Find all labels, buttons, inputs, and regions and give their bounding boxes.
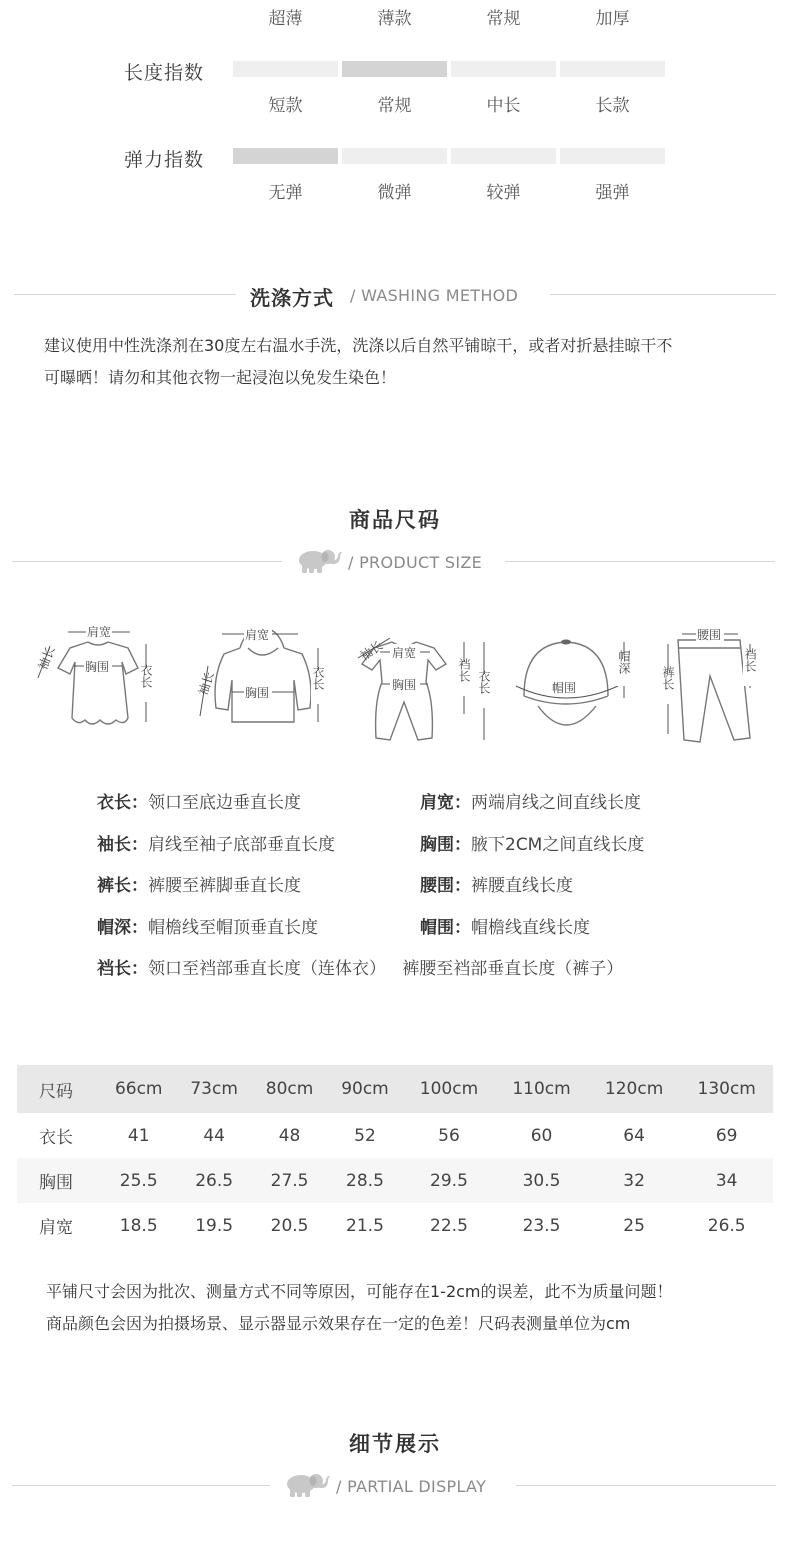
detail-title: 细节展示 — [349, 1432, 441, 1456]
definition-item: 衣长：领口至底边垂直长度 — [97, 793, 301, 813]
table-cell: 60 — [530, 1125, 553, 1146]
length-bar-segment — [560, 61, 665, 77]
table-cell: 20.5 — [270, 1215, 309, 1236]
table-row — [17, 1158, 773, 1203]
elastic-option: 无弹 — [268, 183, 303, 203]
note-line: 平铺尺寸会因为批次、测量方式不同等原因，可能存在1-2cm的误差，此不为质量问题！ — [46, 1282, 673, 1301]
table-header-cell: 130cm — [680, 1065, 773, 1113]
cap-diagram — [508, 622, 638, 748]
washing-text-line: 建议使用中性洗涤剂在30度左右温水手洗，洗涤以后自然平铺晾干，或者对折悬挂晾干不 — [44, 336, 673, 355]
diagram-label: 裆长 — [743, 648, 757, 672]
definition-item: 裤长：裤腰至裤脚垂直长度 — [97, 876, 301, 896]
table-cell: 69 — [715, 1125, 738, 1146]
table-cell: 25 — [623, 1215, 645, 1236]
elastic-option: 微弹 — [377, 183, 412, 203]
divider-line — [550, 294, 776, 295]
diagram-label: 肩宽 — [245, 628, 270, 642]
elastic-option: 较弹 — [486, 183, 521, 203]
divider-line — [516, 1485, 776, 1486]
table-cell: 肩宽 — [39, 1218, 73, 1238]
diagram-label: 胸围 — [85, 660, 110, 674]
table-header-cell: 73cm — [176, 1065, 251, 1113]
divider-line — [505, 561, 775, 562]
table-cell: 26.5 — [707, 1215, 746, 1236]
washing-title: 洗涤方式 — [250, 286, 334, 310]
table-cell: 48 — [278, 1125, 301, 1146]
elastic-index-label: 弹力指数 — [124, 149, 205, 171]
diagram-label: 帽深 — [617, 650, 631, 674]
thickness-option: 超薄 — [268, 9, 303, 29]
table-cell: 28.5 — [327, 1158, 402, 1203]
diagram-label: 袖长 — [195, 670, 217, 698]
table-cell: 21.5 — [346, 1215, 384, 1236]
table-cell: 25.5 — [101, 1158, 176, 1203]
length-bar-segment — [233, 61, 338, 77]
table-cell: 30.5 — [495, 1158, 588, 1203]
thickness-option: 薄款 — [377, 9, 412, 29]
size-table — [17, 1065, 773, 1248]
diagram-label: 肩宽 — [392, 646, 417, 660]
product-size-subtitle: / PRODUCT SIZE — [348, 553, 483, 572]
table-cell: 44 — [203, 1125, 225, 1146]
diagram-label: 裆长 — [457, 658, 471, 682]
table-header-cell: 100cm — [403, 1065, 496, 1113]
table-cell: 52 — [354, 1125, 376, 1146]
definition-item: 帽深：帽檐线至帽顶垂直长度 — [97, 918, 318, 938]
length-option: 短款 — [268, 96, 303, 116]
length-option: 中长 — [486, 96, 521, 116]
length-bar-segment — [451, 61, 556, 77]
diagram-label: 衣长 — [139, 664, 153, 688]
diagram-label: 胸围 — [392, 678, 417, 692]
note-line: 商品颜色会因为拍摄场景、显示器显示效果存在一定的色差！尺码表测量单位为cm — [46, 1314, 631, 1333]
romper-diagram — [352, 618, 502, 748]
elephant-icon — [284, 1471, 330, 1499]
length-option: 长款 — [595, 96, 630, 116]
diagram-label: 肩宽 — [87, 625, 112, 639]
definition-item: 裆长：领口至裆部垂直长度（连体衣） 裤腰至裆部垂直长度（裤子） — [97, 959, 624, 979]
table-header-cell: 120cm — [588, 1065, 681, 1113]
table-cell: 64 — [623, 1125, 645, 1146]
elastic-bar-segment-active — [233, 148, 338, 164]
divider-line — [12, 561, 282, 562]
pants-diagram — [656, 618, 786, 748]
diagram-label: 袖长 — [357, 638, 386, 664]
table-cell: 18.5 — [119, 1215, 158, 1236]
table-cell: 22.5 — [430, 1215, 468, 1236]
table-cell: 19.5 — [195, 1215, 234, 1236]
diagram-label: 腰围 — [697, 628, 722, 642]
thickness-option: 常规 — [486, 9, 521, 29]
elastic-bar-segment — [560, 148, 665, 164]
table-row — [17, 1203, 773, 1248]
diagram-label: 裤长 — [661, 666, 675, 690]
table-header-cell: 66cm — [101, 1065, 176, 1113]
hoodie-diagram — [186, 618, 336, 748]
detail-subtitle: / PARTIAL DISPLAY — [336, 1477, 487, 1496]
dress-diagram — [30, 618, 160, 748]
table-cell: 26.5 — [176, 1158, 251, 1203]
definition-item: 胸围：腋下2CM之间直线长度 — [420, 835, 645, 855]
table-cell: 23.5 — [522, 1215, 561, 1236]
table-cell: 41 — [127, 1125, 150, 1146]
table-cell: 胸围 — [17, 1158, 101, 1203]
table-cell: 32 — [588, 1158, 681, 1203]
table-header-cell: 110cm — [495, 1065, 588, 1113]
table-header-cell: 80cm — [252, 1065, 327, 1113]
elephant-icon — [296, 547, 342, 575]
table-header-cell: 90cm — [327, 1065, 402, 1113]
length-index-label: 长度指数 — [124, 62, 205, 84]
divider-line — [12, 1485, 270, 1486]
washing-text-line: 可曝晒！请勿和其他衣物一起浸泡以免发生染色！ — [44, 368, 397, 387]
elastic-bar-segment — [451, 148, 556, 164]
thickness-option: 加厚 — [595, 9, 630, 29]
table-header-cell: 尺码 — [17, 1065, 101, 1113]
elastic-option: 强弹 — [595, 183, 630, 203]
elastic-bar-segment — [342, 148, 447, 164]
diagram-label: 袖长 — [35, 644, 58, 672]
table-cell: 29.5 — [403, 1158, 496, 1203]
table-header-row — [17, 1065, 773, 1113]
product-size-title: 商品尺码 — [349, 508, 441, 532]
length-option: 常规 — [377, 96, 412, 116]
definition-item: 袖长：肩线至袖子底部垂直长度 — [97, 835, 335, 855]
diagram-label: 衣长 — [311, 666, 325, 690]
definition-item: 帽围：帽檐线直线长度 — [420, 918, 590, 938]
length-bar-segment-active — [342, 61, 447, 77]
definition-item: 腰围：裤腰直线长度 — [420, 876, 573, 896]
diagram-label: 胸围 — [245, 686, 270, 700]
table-cell: 衣长 — [39, 1128, 73, 1148]
table-cell: 34 — [680, 1158, 773, 1203]
divider-line — [14, 294, 236, 295]
table-row — [17, 1113, 773, 1158]
diagram-label: 帽围 — [552, 681, 577, 695]
definition-item: 肩宽：两端肩线之间直线长度 — [420, 793, 641, 813]
table-cell: 56 — [438, 1125, 460, 1146]
table-cell: 27.5 — [252, 1158, 327, 1203]
washing-subtitle: / WASHING METHOD — [350, 286, 519, 305]
diagram-label: 衣长 — [477, 670, 491, 694]
